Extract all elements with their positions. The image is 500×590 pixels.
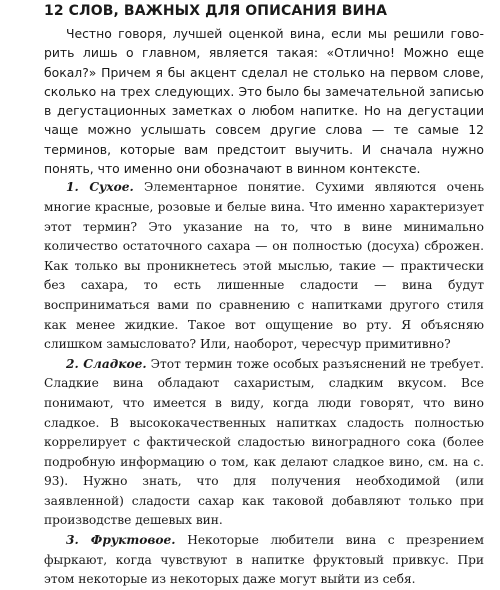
term-label-dry: 1. Сухое. — [66, 180, 134, 195]
term-text-sweet: Этот термин тоже особых разъяснений не требует. Сладкие вина обладают сахаристым, сладким вкусом. Все понимают, что имеется в виду, когда люди говорят, что вино сладкое. В высококачественных напитках сладость полностью коррелирует с фактической сладостью виноградного сока (более подробную информацию о том, как делают сладкое вино, см. на с. 93). Нужно знать, что для получения необходимой (или заявленной) сладости сахар как таковой добавляют только при производстве дешевых вин. — [44, 356, 484, 528]
term-text-dry: Элементарное понятие. Сухими являются очень многие красные, розовые и белые вина. Что именно характеризует этот термин? Это указание на то, что в вине минимально количество остаточного сахара — он полностью (досуха) сброжен. Как только вы проникнетесь этой мыслью, такие — практически без сахара, то есть лишенные сладости — вина будут восприниматься вами по сравнению с напитками другого стиля как менее жидкие. Такое вот ощущение во рту. Я объясняю слишком замысловато? Или, наоборот, чересчур примитивно? — [44, 180, 484, 352]
term-text-fruity: Некоторые любители вина с презрением фыркают, когда чувствуют в напитке фруктовый привкус. При этом некоторые из некоторых даже могут выйти из себя. — [44, 533, 484, 587]
term-paragraph-fruity — [44, 531, 484, 590]
intro-paragraph: Честно говоря, лучшей оценкой вина, если мы решили говорить лишь о главном, является такая: «Отлично! Можно еще бокал?» Причем я бы акцент сделал не столько на первом слове, сколько на трех следующих. Это было бы замечательной записью в дегустационных заметках о любом напитке. Но на дегустации чаще можно услышать совсем другие слова — те самые 12 терминов, которые вам предстоит выучить. И сначала нужно понять, что именно они обозначают в винном контексте. — [44, 26, 484, 177]
term-paragraph-dry — [44, 178, 484, 354]
term-label-sweet: 2. Сладкое. — [66, 356, 147, 371]
section-heading: 12 СЛОВ, ВАЖНЫХ ДЛЯ ОПИСАНИЯ ВИНА — [44, 3, 388, 19]
term-paragraph-sweet — [44, 355, 484, 531]
term-label-fruity: 3. Фруктовое. — [66, 533, 176, 548]
book-page — [44, 0, 484, 587]
